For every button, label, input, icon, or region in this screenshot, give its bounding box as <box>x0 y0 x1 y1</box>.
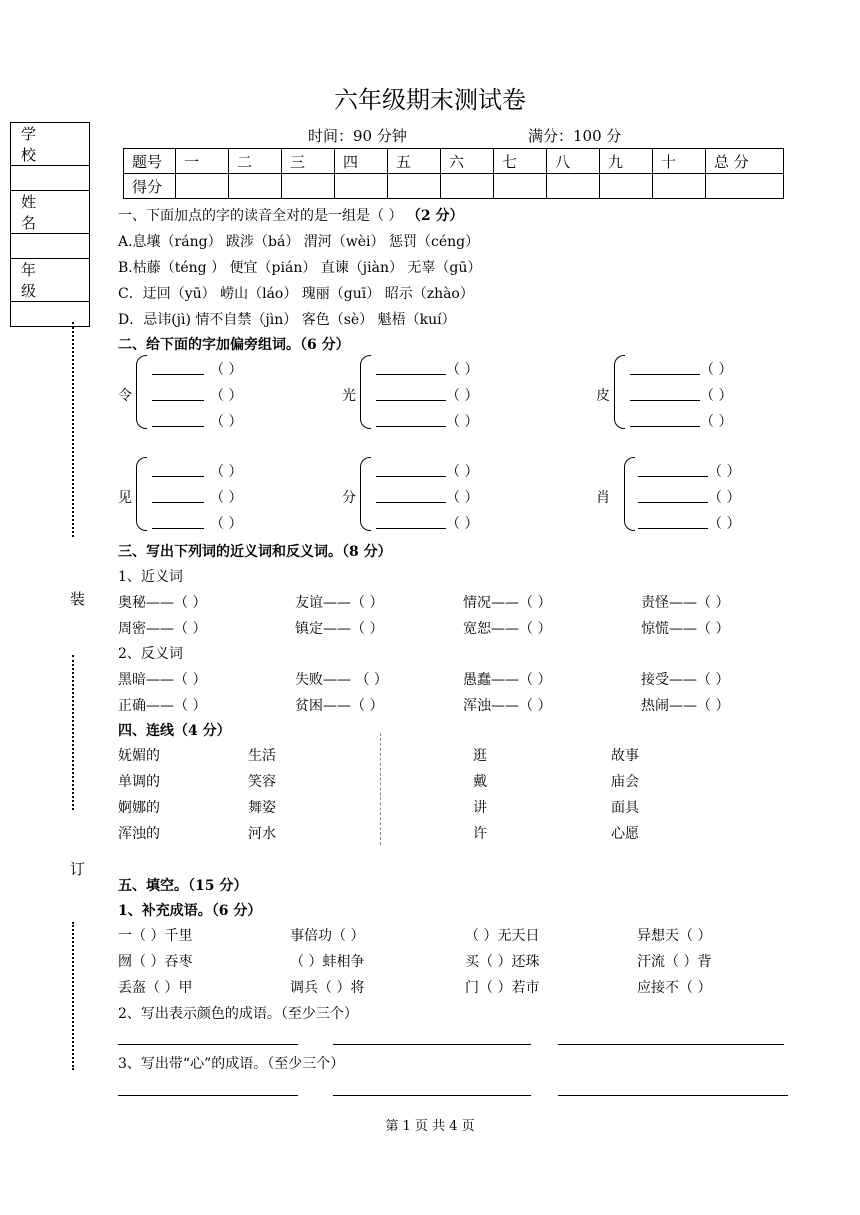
q2-blank[interactable] <box>376 400 446 401</box>
q3-sub2: 2、反义词 <box>118 646 183 662</box>
q2-paren[interactable]: （ ） <box>210 388 243 404</box>
binding-line <box>72 922 74 1070</box>
binding-char-ding: 订 <box>70 860 86 878</box>
q2-blank[interactable] <box>152 476 204 477</box>
q5-sub3: 3、写出带“心”的成语。（至少三个） <box>118 1056 345 1072</box>
brace-icon <box>614 355 625 429</box>
brace-icon <box>360 355 371 429</box>
score-header-cell: 总 分 <box>706 149 784 174</box>
antonym-item[interactable]: 愚蠢——（ ） <box>463 672 552 688</box>
q4-title: 四、连线（4 分） <box>118 723 231 739</box>
q2-blank[interactable] <box>152 374 204 375</box>
q1-score: （2 分） <box>406 208 464 224</box>
match-item[interactable]: 面具 <box>611 800 639 816</box>
q2-blank[interactable] <box>638 528 708 529</box>
exam-time: 时间：90 分钟 <box>308 127 407 145</box>
idiom-item[interactable]: 事倍功（ ） <box>290 928 365 944</box>
q1-option-b: B.枯藤（téng ） 便宜（pián） 直谏（jiàn） 无辜（gū） <box>118 260 482 276</box>
answer-line[interactable] <box>333 1044 531 1045</box>
q2-blank[interactable] <box>152 400 204 401</box>
q2-char: 分 <box>342 490 356 506</box>
antonym-item[interactable]: 黑暗——（ ） <box>118 672 207 688</box>
q2-blank[interactable] <box>638 502 708 503</box>
q2-paren[interactable]: （ ） <box>708 490 741 506</box>
q2-paren[interactable]: （ ） <box>446 388 479 404</box>
idiom-item[interactable]: 应接不（ ） <box>637 980 712 996</box>
idiom-item[interactable]: 调兵（ ）将 <box>290 980 365 996</box>
synonym-item[interactable]: 情况——（ ） <box>463 595 552 611</box>
q1-option-c: C．迂回（yū） 崂山（láo） 瑰丽（guī） 昭示（zhào） <box>118 286 474 302</box>
page-footer: 第 1 页 共 4 页 <box>385 1119 475 1134</box>
q1-title-text: 一、下面加点的字的读音全对的是一组是（ ） <box>118 208 403 224</box>
q2-char: 见 <box>118 490 132 506</box>
brace-icon <box>624 457 635 531</box>
q2-paren[interactable]: （ ） <box>446 362 479 378</box>
answer-line[interactable] <box>558 1044 784 1045</box>
brace-icon <box>360 457 371 531</box>
antonym-item[interactable]: 贫困——（ ） <box>295 698 384 714</box>
match-item[interactable]: 戴 <box>473 774 487 790</box>
match-item[interactable]: 逛 <box>473 748 487 764</box>
q2-paren[interactable]: （ ） <box>210 464 243 480</box>
match-item[interactable]: 许 <box>473 826 487 842</box>
match-item[interactable]: 庙会 <box>611 774 639 790</box>
match-item[interactable]: 笑容 <box>248 774 276 790</box>
q1-option-d: D．忌讳(jì) 情不自禁（jìn） 客色（sè） 魁梧（kuí） <box>118 312 456 328</box>
score-header-cell: 一 <box>176 149 229 174</box>
answer-line[interactable] <box>558 1095 788 1096</box>
q2-title: 二、给下面的字加偏旁组词。（6 分） <box>118 337 350 353</box>
synonym-item[interactable]: 友谊——（ ） <box>295 595 384 611</box>
grade-field[interactable] <box>11 302 90 327</box>
score-table <box>123 148 784 199</box>
q2-paren[interactable]: （ ） <box>708 464 741 480</box>
grade-label: 年 级 <box>11 259 90 302</box>
answer-line[interactable] <box>333 1095 531 1096</box>
q2-blank[interactable] <box>152 426 204 427</box>
match-item[interactable]: 婀娜的 <box>118 800 160 816</box>
match-item[interactable]: 妩媚的 <box>118 748 160 764</box>
score-header-cell: 九 <box>600 149 653 174</box>
q2-blank[interactable] <box>152 502 204 503</box>
score-header-cell: 三 <box>282 149 335 174</box>
antonym-item[interactable]: 热闹——（ ） <box>641 698 730 714</box>
q2-paren[interactable]: （ ） <box>210 516 243 532</box>
idiom-item[interactable]: 汗流（ ）背 <box>637 954 712 970</box>
score-header-cell: 二 <box>229 149 282 174</box>
score-cell[interactable] <box>547 174 600 199</box>
score-cell[interactable] <box>441 174 494 199</box>
q2-blank[interactable] <box>376 426 446 427</box>
q2-blank[interactable] <box>630 426 700 427</box>
antonym-item[interactable]: 正确——（ ） <box>118 698 207 714</box>
binding-char-zhuang: 装 <box>70 590 86 608</box>
q2-paren[interactable]: （ ） <box>446 490 479 506</box>
match-item[interactable]: 生活 <box>248 748 276 764</box>
q2-char: 光 <box>342 388 356 404</box>
synonym-item[interactable]: 周密——（ ） <box>118 621 207 637</box>
score-header-cell: 四 <box>335 149 388 174</box>
q2-paren[interactable]: （ ） <box>446 414 479 430</box>
score-header-cell: 八 <box>547 149 600 174</box>
q2-char: 令 <box>118 388 132 404</box>
match-item[interactable]: 浑浊的 <box>118 826 160 842</box>
score-cell[interactable] <box>282 174 335 199</box>
score-cell[interactable] <box>706 174 784 199</box>
antonym-item[interactable]: 浑浊——（ ） <box>463 698 552 714</box>
antonym-item[interactable]: 接受——（ ） <box>641 672 730 688</box>
score-cell[interactable] <box>335 174 388 199</box>
q2-char: 皮 <box>596 388 610 404</box>
full-score: 满分：100 分 <box>528 127 622 145</box>
match-item[interactable]: 故事 <box>611 748 639 764</box>
binding-line <box>72 655 74 810</box>
idiom-item[interactable]: 一（ ）千里 <box>118 928 193 944</box>
answer-line[interactable] <box>118 1044 298 1045</box>
match-item[interactable]: 心愿 <box>611 826 639 842</box>
idiom-item[interactable]: 丢盔（ ）甲 <box>118 980 193 996</box>
binding-line <box>72 322 74 537</box>
brace-icon <box>136 457 147 531</box>
match-item[interactable]: 舞姿 <box>248 800 276 816</box>
match-item[interactable]: 讲 <box>473 800 487 816</box>
q4-divider <box>380 733 381 845</box>
q2-paren[interactable]: （ ） <box>700 414 733 430</box>
score-header-cell: 十 <box>653 149 706 174</box>
idiom-item[interactable]: 异想天（ ） <box>637 928 712 944</box>
school-label: 学 校 <box>11 123 90 166</box>
q2-blank[interactable] <box>152 528 204 529</box>
score-header-cell: 五 <box>388 149 441 174</box>
school-field[interactable] <box>11 166 90 191</box>
q5-sub2: 2、写出表示颜色的成语。（至少三个） <box>118 1006 358 1022</box>
brace-icon <box>136 355 147 429</box>
q2-paren[interactable]: （ ） <box>700 362 733 378</box>
name-label: 姓 名 <box>11 191 90 234</box>
synonym-item[interactable]: 镇定——（ ） <box>295 621 384 637</box>
synonym-item[interactable]: 责怪——（ ） <box>641 595 730 611</box>
name-field[interactable] <box>11 234 90 259</box>
idiom-item[interactable]: 买（ ）还珠 <box>465 954 540 970</box>
q3-title: 三、写出下列词的近义词和反义词。（8 分） <box>118 544 392 560</box>
page-title: 六年级期末测试卷 <box>334 86 526 114</box>
score-header-cell: 七 <box>494 149 547 174</box>
synonym-item[interactable]: 宽恕——（ ） <box>463 621 552 637</box>
student-info-table <box>10 122 90 327</box>
q2-blank[interactable] <box>638 476 708 477</box>
q2-char: 肖 <box>596 490 610 506</box>
q2-blank[interactable] <box>376 374 446 375</box>
q2-paren[interactable]: （ ） <box>446 516 479 532</box>
q2-paren[interactable]: （ ） <box>210 490 243 506</box>
q2-paren[interactable]: （ ） <box>210 414 243 430</box>
idiom-item[interactable]: 囫（ ）吞枣 <box>118 954 193 970</box>
score-cell[interactable] <box>494 174 547 199</box>
score-cell[interactable] <box>229 174 282 199</box>
q2-blank[interactable] <box>630 374 700 375</box>
q2-blank[interactable] <box>376 502 446 503</box>
synonym-item[interactable]: 奥秘——（ ） <box>118 595 207 611</box>
score-cell[interactable] <box>600 174 653 199</box>
q2-paren[interactable]: （ ） <box>446 464 479 480</box>
q2-paren[interactable]: （ ） <box>210 362 243 378</box>
answer-line[interactable] <box>118 1095 298 1096</box>
synonym-item[interactable]: 惊慌——（ ） <box>641 621 730 637</box>
score-cell[interactable] <box>176 174 229 199</box>
score-header-cell: 题号 <box>124 149 176 174</box>
score-row-label: 得分 <box>124 174 176 199</box>
q1-title <box>118 205 464 225</box>
idiom-item[interactable]: 门（ ）若市 <box>465 980 540 996</box>
q1-option-a: A.息壤（ráng） 跋涉（bá） 渭河（wèi） 惩罚（céng） <box>118 234 480 250</box>
antonym-item[interactable]: 失败—— （ ） <box>295 672 388 688</box>
score-cell[interactable] <box>388 174 441 199</box>
q2-blank[interactable] <box>630 400 700 401</box>
q2-blank[interactable] <box>376 476 446 477</box>
q2-paren[interactable]: （ ） <box>700 388 733 404</box>
match-item[interactable]: 河水 <box>248 826 276 842</box>
q5-title: 五、填空。（15 分） <box>118 878 248 894</box>
score-cell[interactable] <box>653 174 706 199</box>
q2-paren[interactable]: （ ） <box>708 516 741 532</box>
idiom-item[interactable]: （ ）无天日 <box>465 928 540 944</box>
score-header-cell: 六 <box>441 149 494 174</box>
match-item[interactable]: 单调的 <box>118 774 160 790</box>
q2-blank[interactable] <box>376 528 446 529</box>
q5-sub1: 1、补充成语。（6 分） <box>118 903 262 919</box>
q3-sub1: 1、近义词 <box>118 569 183 585</box>
idiom-item[interactable]: （ ）蚌相争 <box>290 954 365 970</box>
